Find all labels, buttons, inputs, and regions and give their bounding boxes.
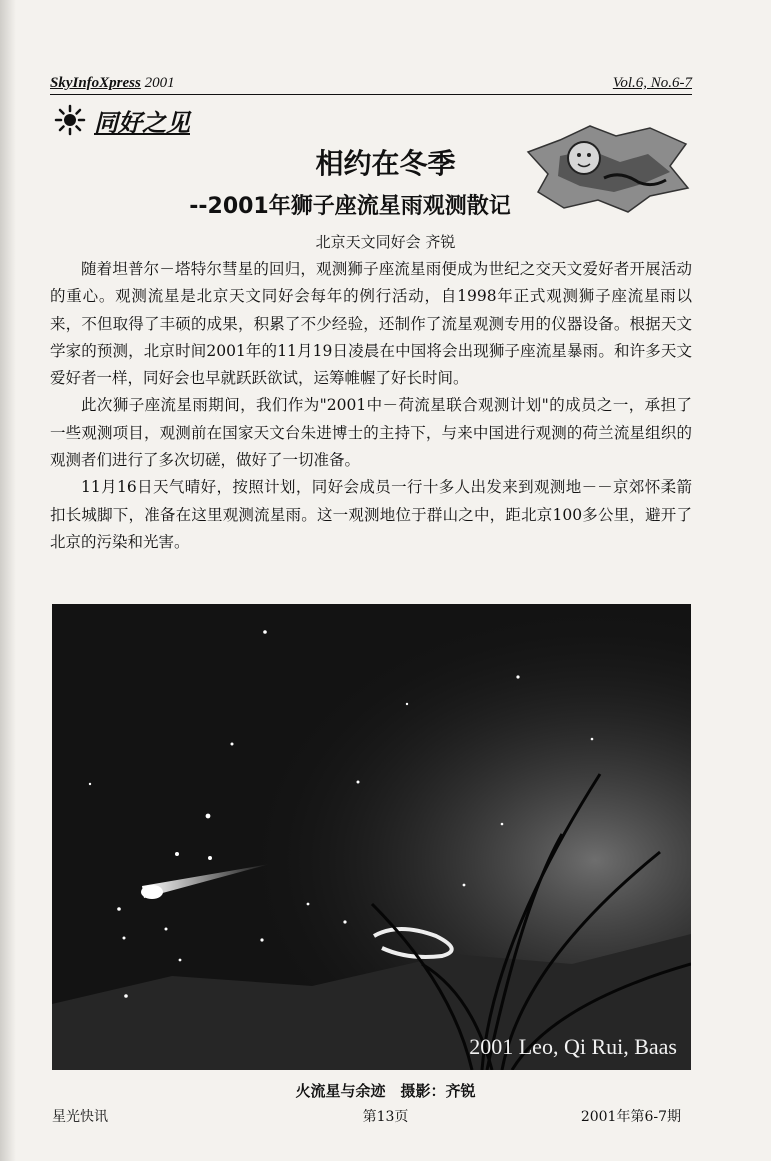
article-body <box>50 256 692 556</box>
paragraph: 随着坦普尔－塔特尔彗星的回归，观测狮子座流星雨便成为世纪之交天文爱好者开展活动的重心。观测流星是北京天文同好会每年的例行活动，自1998年正式观测狮子座流星雨以来，不但取得了丰硕的成果，积累了不少经验，还制作了流星观测专用的仪器设备。根据天文学家的预测，北京时间2001年的11月19日凌晨在中国将会出现狮子座流星暴雨。和许多天文爱好者一样，同好会也早就跃跃欲试，运筹帷幄了好长时间。 <box>50 260 692 388</box>
photo-credit: 2001 Leo, Qi Rui, Baas <box>469 1034 677 1059</box>
footer-issue: 2001年第6-7期 <box>580 1109 681 1125</box>
meteor-photo <box>52 604 691 1070</box>
photo-caption: 火流星与余迹 摄影：齐锐 <box>295 1082 476 1100</box>
footer-page-number: 第13页 <box>362 1109 409 1125</box>
running-header <box>50 74 692 95</box>
meteor-photo-scene <box>52 604 691 1070</box>
article-subtitle: --2001年狮子座流星雨观测散记 <box>189 194 511 219</box>
header-publication: SkyInfoXpress 2001 <box>50 75 175 91</box>
section-title: 同好之见 <box>94 108 190 137</box>
sun-icon <box>54 104 86 136</box>
paragraph: 此次狮子座流星雨期间，我们作为"2001中－荷流星联合观测计划"的成员之一，承担了一些观测项目，观测前在国家天文台朱进博士的主持下，与来中国进行观测的荷兰流星组织的观测者们进行了多次切磋，做好了一切准备。 <box>50 396 692 470</box>
article-author: 北京天文同好会 齐锐 <box>315 233 456 251</box>
footer-publication: 星光快讯 <box>52 1109 108 1125</box>
article-title: 相约在冬季 <box>315 147 456 180</box>
paragraph: 11月16日天气晴好，按照计划，同好会成员一行十多人出发来到观测地－－京郊怀柔箭扣长城脚下，准备在这里观测流星雨。这一观测地位于群山之中，距北京100多公里，避开了北京的污染和光害。 <box>50 478 692 551</box>
section-heading <box>54 102 190 138</box>
header-volume: Vol.6, No.6-7 <box>612 75 692 91</box>
